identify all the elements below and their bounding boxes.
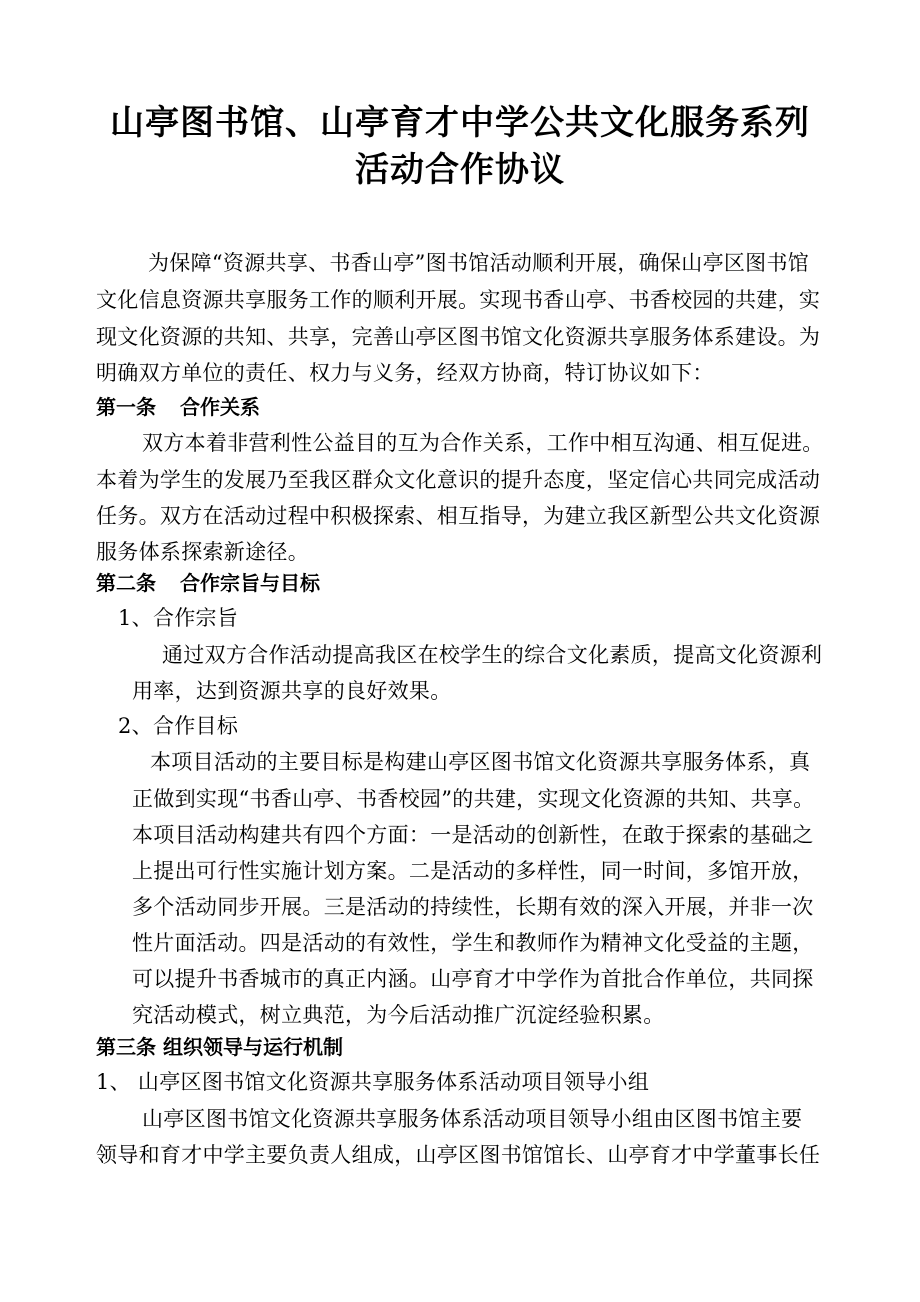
intro-line-3: 现文化资源的共知、共享，完善山亭区图书馆文化资源共享服务体系建设。为 [96,325,821,349]
article-2-sub1-line-1: 通过双方合作活动提高我区在校学生的综合文化素质，提高文化资源利 [162,643,823,667]
article-2-name: 合作宗旨与目标 [180,571,320,595]
article-3-sub1-title: 1、 山亭区图书馆文化资源共享服务体系活动项目领导小组 [96,1070,650,1094]
intro-line-1: 为保障“资源共享、书香山亭”图书馆活动顺利开展，确保山亭区图书馆 [148,251,810,275]
article-2-sub2-line-5: 多个活动同步开展。三是活动的持续性，长期有效的深入开展，并非一次 [132,895,814,919]
article-3-line-2: 领导和育才中学主要负责人组成，山亭区图书馆馆长、山亭育才中学董事长任 [96,1143,821,1167]
article-2-number: 第二条 [96,571,156,595]
article-2-sub2-line-2: 正做到实现“书香山亭、书香校园”的共建，实现文化资源的共知、共享。 [132,787,815,811]
article-1-line-4: 服务体系探索新途径。 [96,540,309,564]
article-3-heading: 第三条 组织领导与运行机制 [96,1035,343,1059]
intro-line-4: 明确双方单位的责任、权力与义务，经双方协商，特订协议如下： [96,361,714,385]
article-2-sub2-line-8: 究活动模式，树立典范，为今后活动推广沉淀经验积累。 [132,1003,665,1027]
article-2-sub2-line-6: 性片面活动。四是活动的有效性，学生和教师作为精神文化受益的主题， [132,931,814,955]
article-2-heading [96,569,320,597]
article-1-line-1: 双方本着非营利性公益目的互为合作关系，工作中相互沟通、相互促进。 [142,431,824,455]
article-2-sub2-line-4: 上提出可行性实施计划方案。二是活动的多样性，同一时间，多馆开放， [132,859,814,883]
article-2-sub2-line-3: 本项目活动构建共有四个方面：一是活动的创新性，在敢于探索的基础之 [132,823,814,847]
article-1-name: 合作关系 [180,395,260,419]
document-title-line-1: 山亭图书馆、山亭育才中学公共文化服务系列 [110,103,810,143]
article-1-line-3: 任务。双方在活动过程中积极探索、相互指导，为建立我区新型公共文化资源 [96,504,821,528]
article-1-line-2: 本着为学生的发展乃至我区群众文化意识的提升态度，坚定信心共同完成活动 [96,468,821,492]
article-3-line-1: 山亭区图书馆文化资源共享服务体系活动项目领导小组由区图书馆主要 [142,1107,803,1131]
document-title-line-2: 活动合作协议 [355,150,565,190]
article-2-sub1-title: 1、合作宗旨 [118,606,239,630]
article-2-sub2-title: 2、合作目标 [118,714,239,738]
article-1-heading [96,393,260,421]
article-1-number: 第一条 [96,395,156,419]
intro-line-2: 文化信息资源共享服务工作的顺利开展。实现书香山亭、书香校园的共建，实 [96,288,821,312]
article-2-sub2-line-1: 本项目活动的主要目标是构建山亭区图书馆文化资源共享服务体系，真 [150,750,811,774]
article-2-sub2-line-7: 可以提升书香城市的真正内涵。山亭育才中学作为首批合作单位，共同探 [132,967,814,991]
article-2-sub1-line-2: 用率，达到资源共享的良好效果。 [132,679,452,703]
